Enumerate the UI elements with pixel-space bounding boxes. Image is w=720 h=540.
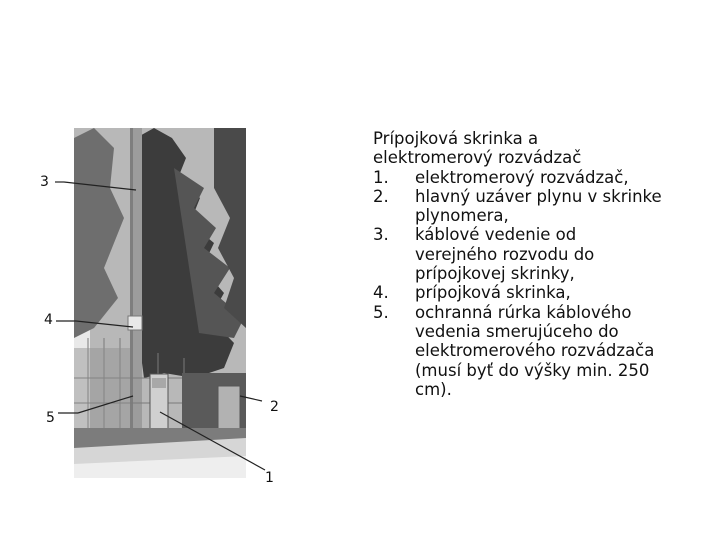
item-number: 1. [373,167,389,187]
photo-label-4: 4 [44,312,53,328]
photo-label-3: 3 [40,174,49,190]
title-line: elektromerový rozvádzač [373,148,582,168]
photo-label-1: 1 [265,470,274,486]
photo-label-5: 5 [46,410,55,426]
list-item [373,303,703,399]
list-item [373,168,703,187]
item-text: ochranná rúrka káblového vedenia smerujúceho do elektromerového rozvádzača (musí byť do výšky min. 250 cm). [415,302,655,399]
item-number: 4. [373,283,389,303]
item-number: 3. [373,225,389,245]
item-number: 5. [373,302,389,322]
list-item [373,187,703,226]
title-line: Prípojková skrinka a [373,129,539,148]
list-item [373,283,703,302]
legend-text [373,129,703,399]
legend-list [373,168,703,400]
item-text: káblové vedenie od verejného rozvodu do prípojkovej skrinky, [415,225,595,284]
item-text: hlavný uzáver plynu v skrinke plynomera, [415,186,662,226]
item-text: elektromerový rozvádzač, [415,167,629,187]
item-number: 2. [373,186,389,206]
item-text: prípojková skrinka, [415,283,571,303]
photo-label-2: 2 [270,399,279,415]
list-item [373,225,703,283]
